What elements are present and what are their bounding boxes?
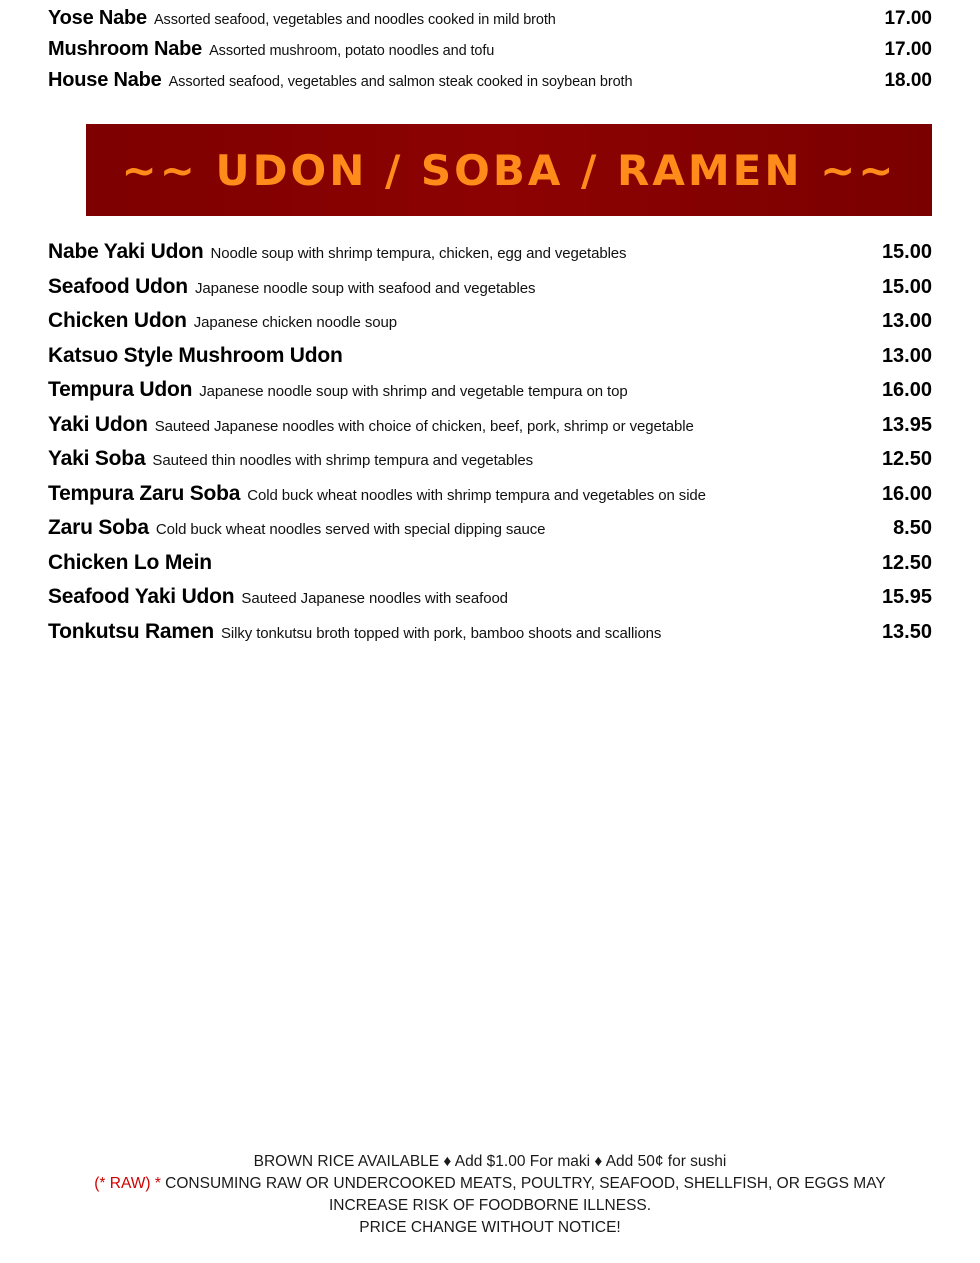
menu-item-name: Katsuo Style Mushroom Udon <box>48 343 343 367</box>
udon-soba-ramen-section <box>0 216 980 654</box>
menu-item-main <box>48 240 840 264</box>
menu-item-price: 8.50 <box>893 517 932 539</box>
menu-item-main <box>48 38 840 61</box>
menu-item-description: Noodle soup with shrimp tempura, chicken, egg and vegetables <box>210 245 627 262</box>
menu-item-row <box>48 620 932 655</box>
raw-warning-text: CONSUMING RAW OR UNDERCOOKED MEATS, POULTRY, SEAFOOD, SHELLFISH, OR EGGS MAY <box>165 1175 886 1192</box>
menu-item-main <box>48 551 840 575</box>
menu-item-main <box>48 344 840 368</box>
menu-item-price: 12.50 <box>881 448 932 470</box>
menu-item-price: 15.00 <box>881 241 932 263</box>
menu-item-row <box>48 38 932 69</box>
menu-item-price: 13.50 <box>881 620 932 643</box>
menu-item-main <box>48 620 840 644</box>
nabe-section <box>0 0 980 100</box>
menu-item-price: 13.95 <box>881 413 932 436</box>
menu-item-description: Assorted seafood, vegetables and noodles cooked in mild broth <box>153 12 556 28</box>
menu-item-main <box>48 69 840 92</box>
menu-item-name: Yaki Soba <box>48 447 146 470</box>
menu-item-name: Tempura Zaru Soba <box>48 481 241 505</box>
menu-item-description: Cold buck wheat noodles with shrimp tempura and vegetables on side <box>247 486 706 504</box>
menu-item-name: Mushroom Nabe <box>48 38 203 60</box>
menu-item-name: Yose Nabe <box>48 7 147 29</box>
menu-item-description: Sauteed Japanese noodles with seafood <box>241 590 508 607</box>
menu-item-name: Chicken Udon <box>48 309 187 332</box>
menu-item-name: Tonkutsu Ramen <box>48 619 214 643</box>
menu-item-name: Nabe Yaki Udon <box>48 240 204 263</box>
menu-item-row <box>48 7 932 38</box>
menu-item-description: Assorted seafood, vegetables and salmon steak cooked in soybean broth <box>168 74 633 90</box>
menu-item-main <box>48 413 840 437</box>
footer-line-illness: INCREASE RISK OF FOODBORNE ILLNESS. <box>328 1197 652 1214</box>
menu-item-description: Silky tonkutsu broth topped with pork, bamboo shoots and scallions <box>221 624 662 642</box>
menu-item-row <box>48 378 932 413</box>
menu-item-price: 15.95 <box>881 586 932 608</box>
menu-item-main <box>48 7 840 30</box>
menu-item-name: Seafood Yaki Udon <box>48 585 235 608</box>
menu-item-name: Yaki Udon <box>48 412 148 436</box>
menu-item-description: Cold buck wheat noodles served with special dipping sauce <box>155 521 546 538</box>
menu-item-price: 13.00 <box>881 344 932 367</box>
footer-line-brown-rice: BROWN RICE AVAILABLE ♦ Add $1.00 For maki ♦ Add 50¢ for sushi <box>253 1153 727 1170</box>
menu-item-row <box>48 585 932 620</box>
section-banner-udon-soba-ramen <box>86 124 932 216</box>
menu-item-row <box>48 413 932 448</box>
menu-item-price: 18.00 <box>884 70 932 91</box>
menu-item-main <box>48 585 840 609</box>
menu-item-row <box>48 344 932 379</box>
menu-item-main <box>48 378 840 402</box>
menu-item-row <box>48 275 932 310</box>
menu-item-name: House Nabe <box>48 69 162 91</box>
raw-label: (* RAW) <box>94 1175 151 1192</box>
menu-item-price: 17.00 <box>884 39 932 60</box>
menu-item-main <box>48 275 840 299</box>
menu-item-row <box>48 551 932 586</box>
menu-item-price: 15.00 <box>881 275 932 298</box>
menu-item-main <box>48 447 840 471</box>
menu-item-price: 16.00 <box>881 379 932 401</box>
menu-item-description: Assorted mushroom, potato noodles and tofu <box>209 43 495 59</box>
menu-item-description: Sauteed thin noodles with shrimp tempura and vegetables <box>152 452 533 469</box>
menu-item-description: Japanese noodle soup with shrimp and vegetable tempura on top <box>199 383 628 400</box>
footer-notices <box>0 1151 980 1239</box>
menu-item-row <box>48 447 932 482</box>
footer-line-raw-warning <box>0 1173 980 1195</box>
footer-line-price-change: PRICE CHANGE WITHOUT NOTICE! <box>359 1219 621 1236</box>
asterisk-icon: * <box>154 1175 161 1192</box>
menu-item-price: 17.00 <box>884 8 932 29</box>
menu-item-name: Zaru Soba <box>48 516 149 539</box>
menu-item-price: 13.00 <box>881 310 932 332</box>
menu-item-row <box>48 482 932 517</box>
menu-item-description: Japanese chicken noodle soup <box>193 314 397 331</box>
menu-item-name: Tempura Udon <box>48 378 193 401</box>
menu-item-description: Japanese noodle soup with seafood and vegetables <box>194 279 536 297</box>
menu-item-row <box>48 69 932 100</box>
menu-item-main <box>48 309 840 333</box>
menu-item-main <box>48 516 840 540</box>
menu-item-row <box>48 240 932 275</box>
menu-item-row <box>48 309 932 344</box>
menu-item-row <box>48 516 932 551</box>
menu-item-name: Seafood Udon <box>48 274 188 298</box>
section-banner-title: ~~ UDON / SOBA / RAMEN ~~ <box>121 145 897 195</box>
menu-item-description: Sauteed Japanese noodles with choice of chicken, beef, pork, shrimp or vegetable <box>154 417 694 435</box>
menu-item-main <box>48 482 840 506</box>
menu-item-price: 16.00 <box>881 482 932 505</box>
menu-item-name: Chicken Lo Mein <box>48 550 212 574</box>
menu-item-price: 12.50 <box>881 551 932 574</box>
